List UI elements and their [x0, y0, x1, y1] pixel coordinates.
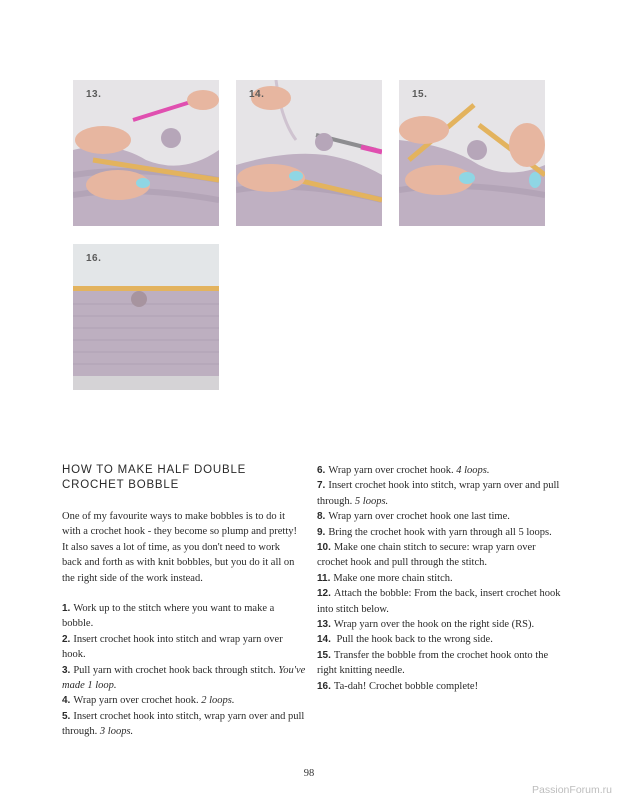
- photo-step-number: 15.: [412, 89, 428, 100]
- step-item: [317, 463, 565, 478]
- step-loop-count: 2 loops.: [201, 695, 235, 707]
- page-number: 98: [303, 768, 315, 779]
- step-number: 14.: [317, 634, 331, 646]
- step-number: 6.: [317, 465, 326, 476]
- step-number: 3.: [62, 664, 71, 676]
- step-number: 2.: [62, 633, 71, 645]
- step-text: Wrap yarn over crochet hook.: [328, 465, 454, 476]
- step-item: [317, 525, 565, 540]
- step-text: Pull yarn with crochet hook back through stitch.: [73, 664, 276, 676]
- step-loop-count: 4 loops.: [456, 465, 490, 476]
- photo-step-number: 14.: [249, 89, 265, 100]
- step-item: [317, 478, 565, 509]
- step-number: 11.: [317, 572, 331, 584]
- step-item: [317, 632, 565, 647]
- step-text: Ta-dah! Crochet bobble complete!: [333, 680, 479, 692]
- knitting-photo-illustration: [236, 80, 382, 226]
- step-text: Insert crochet hook into stitch, wrap yarn over and pull through.: [317, 480, 560, 507]
- knitting-photo-illustration: [399, 80, 545, 226]
- step-number: 8.: [317, 511, 326, 523]
- step-number: 7.: [317, 480, 326, 492]
- step-item: [317, 679, 565, 694]
- step-text: Wrap yarn over crochet hook.: [73, 695, 199, 707]
- step-text: Work up to the stitch where you want to make a bobble.: [62, 603, 275, 630]
- step-text: Transfer the bobble from the crochet hook onto the right knitting needle.: [317, 649, 549, 677]
- photo-step-number: 16.: [86, 253, 102, 264]
- knitting-photo-illustration: [73, 244, 219, 390]
- step-number: 15.: [317, 649, 331, 661]
- step-loop-count: 3 loops.: [99, 726, 134, 738]
- step-text: Insert crochet hook into stitch and wrap yarn over hook.: [62, 633, 283, 661]
- step-text: Wrap yarn over the hook on the right side (RS).: [333, 619, 535, 631]
- step-13-photo: [73, 80, 219, 226]
- step-item: [317, 540, 565, 571]
- section-heading: [62, 463, 292, 493]
- step-loop-count: You've made 1 loop.: [62, 664, 306, 692]
- step-item: [62, 663, 306, 694]
- step-text: Bring the crochet hook with yarn through all 5 loops.: [328, 526, 552, 538]
- step-item: [317, 586, 565, 617]
- watermark-text: PassionForum.ru: [532, 784, 612, 796]
- knitting-photo-illustration: [73, 80, 219, 226]
- step-text: Make one chain stitch to secure: wrap yarn over crochet hook and pull through the stitch.: [317, 542, 536, 569]
- step-text: Wrap yarn over crochet hook one last time.: [328, 511, 510, 523]
- step-item: [62, 632, 306, 663]
- step-15-photo: [399, 80, 545, 226]
- steps-list-right: [317, 463, 565, 694]
- step-number: 4.: [62, 695, 71, 707]
- step-item: [62, 601, 306, 632]
- step-number: 12.: [317, 588, 331, 600]
- steps-list-left: [62, 601, 306, 740]
- step-14-photo: [236, 80, 382, 226]
- step-text: Insert crochet hook into stitch, wrap yarn over and pull through.: [62, 710, 305, 738]
- step-item: [317, 509, 565, 524]
- step-loop-count: 5 loops.: [354, 495, 389, 507]
- step-item: [62, 693, 306, 708]
- step-number: 5.: [62, 710, 71, 722]
- photo-step-number: 13.: [86, 89, 102, 100]
- heading-line-2: CROCHET BOBBLE: [62, 479, 180, 491]
- heading-line-1: HOW TO MAKE HALF DOUBLE: [62, 464, 247, 476]
- step-number: 10.: [317, 542, 331, 554]
- step-number: 13.: [317, 619, 331, 631]
- step-item: [62, 709, 306, 740]
- intro-paragraph: One of my favourite ways to make bobbles is to do it with a crochet hook - they become so plump and pretty! It also saves a lot of time, as you don't need to work back and forth as with knit bobbles, but you do it all on the right side of the work instead.: [62, 511, 298, 584]
- step-16-photo: [73, 244, 219, 390]
- step-item: [317, 648, 565, 679]
- step-text: Attach the bobble: From the back, insert crochet hook into stitch below.: [317, 588, 561, 615]
- step-text: Make one more chain stitch.: [333, 572, 453, 584]
- step-item: [317, 571, 565, 586]
- step-item: [317, 617, 565, 632]
- step-text: Pull the hook back to the wrong side.: [333, 634, 493, 646]
- step-number: 16.: [317, 680, 331, 692]
- step-number: 1.: [62, 603, 71, 614]
- step-number: 9.: [317, 526, 326, 538]
